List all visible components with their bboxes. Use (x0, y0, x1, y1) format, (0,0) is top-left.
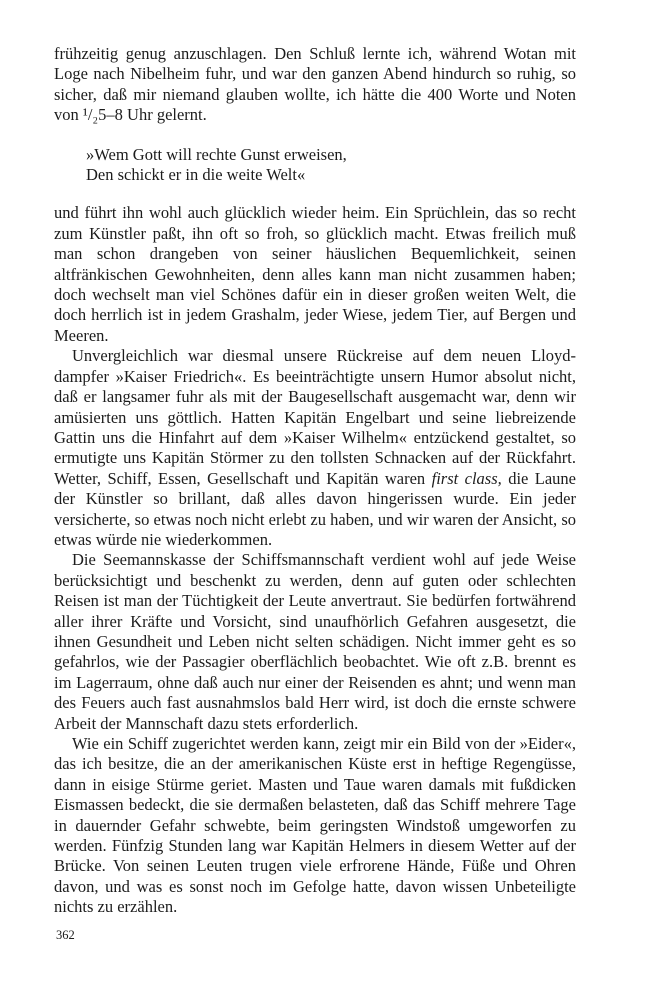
verse-quote (86, 145, 576, 186)
paragraph-5: Wie ein Schiff zugerichtet werden kann, zeigt mir ein Bild von der »Eider«, das ich besitze, die an der amerikanischen Küste erst in heftige Regengüsse, dann in eisige Stürme geriet. Masten und Taue waren damals mit fußdicken Eismassen bedeckt, die sie dermaßen belasteten, daß das Schiff mehrere Tage in dauernder Gefahr schwebte, beim geringsten Windstoß umgeworfen zu werden. Fünfzig Stunden lang war Kapitän Helmers in diesem Wetter auf der Brücke. Von seinen Leuten trugen viele erfrorene Hände, Füße und Ohren davon, und was es sonst noch im Gefolge hatte, davon wissen Unbeteiligte nichts zu erzählen. (54, 734, 576, 917)
paragraph-2: und führt ihn wohl auch glücklich wieder heim. Ein Sprüchlein, das so recht zum Künstler paßt, ihn oft so froh, so glücklich macht. Etwas freilich muß man schon drangeben von seiner häuslichen Bequemlichkeit, seinen altfränkischen Gewohnheiten, denn alles kann man nicht zusammen haben; doch wechselt man viel Schönes dafür ein in dieser großen weiten Welt, die doch herrlich ist in jedem Grashalm, jeder Wiese, jedem Tier, auf Bergen und Meeren. (54, 203, 576, 345)
paragraph-3 (54, 346, 576, 550)
page-number: 362 (56, 928, 75, 942)
quote-line-1: »Wem Gott will rechte Gunst erweisen, (86, 144, 347, 164)
paragraph-3-italic-phrase: first class, (431, 468, 502, 488)
paragraph-4: Die Seemannskasse der Schiffsmannschaft verdient wohl auf jede Weise berücksichtigt und beschenkt zu werden, denn auf guten oder schlechten Reisen ist man der Tüchtigkeit der Leute anvertraut. Sie bedürfen fortwährend aller ihrer Kräfte und Vorsicht, sind unaufhörlich Gefahren ausgesetzt, die ihnen Gesundheit und Leben nicht selten schädigen. Nicht immer geht es so gefahrlos, wie der Passagier oberflächlich beobachtet. Wie oft z.B. brennt es im Lagerraum, ohne daß auch nur einer der Reisenden es ahnt; und wenn man des Feuers auch fast ausnahmslos bald Herr wird, ist doch die ernste schwere Arbeit der Mannschaft dazu stets erforderlich. (54, 550, 576, 733)
paragraph-1: frühzeitig genug anzuschlagen. Den Schluß lernte ich, während Wotan mit Loge nach Nibelheim fuhr, und war den ganzen Abend hindurch so ruhig, so sicher, daß mir niemand glauben wollte, ich hätte die 400 Worte und Noten von ¹/₂5–8 Uhr gelernt. (54, 44, 576, 125)
paragraph-3-text: Unvergleichlich war diesmal unsere Rückreise auf dem neuen Lloyddampfer »Kaiser Friedrich«. Es beeinträchtigte unsern Humor absolut nicht, daß er langsamer fuhr als mit der Baugesellschaft ausgemacht war, denn wir amüsierten uns göttlich. Hatten Kapitän Engelbart und seine liebreizende Gattin uns die Hinfahrt auf dem »Kaiser Wilhelm« entzückend gestaltet, so ermutigte uns Kapitän Störmer zu den tollsten Schnacken auf der Rückfahrt. Wetter, Schiff, Essen, Gesellschaft und Kapitän waren (54, 346, 576, 488)
paragraph-3-text-continued: die Laune der Künstler so brillant, daß alles davon hingerissen wurde. Ein jeder versicherte, so etwas noch nicht erlebt zu haben, und wir waren der Ansicht, so etwas würde nie wiederkommen. (54, 468, 576, 549)
quote-line-2: Den schickt er in die weite Welt« (86, 165, 306, 185)
page-text (54, 44, 576, 918)
